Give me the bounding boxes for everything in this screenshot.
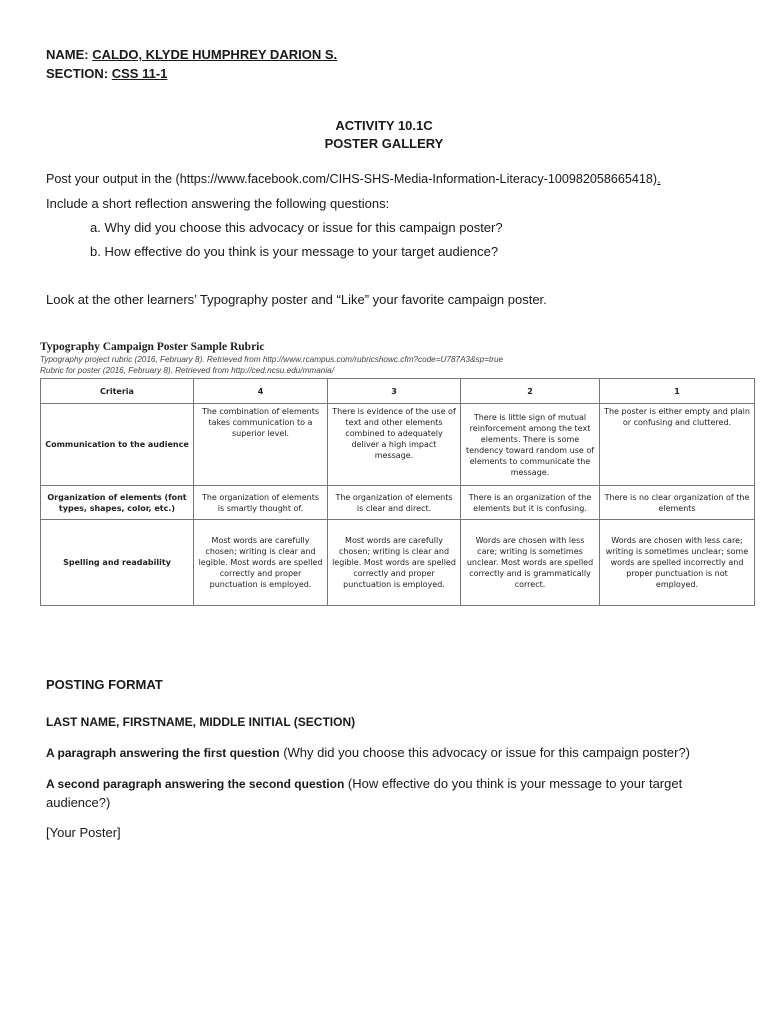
rubric-cell: There is no clear organization of the elements bbox=[600, 486, 755, 520]
rubric-cell: There is little sign of mutual reinforcement among the text elements. There is some tendency toward random use of elements to communicate the message. bbox=[461, 404, 600, 486]
section-label: SECTION: bbox=[46, 66, 109, 81]
question-a: a. Why did you choose this advocacy or issue for this campaign poster? bbox=[90, 220, 503, 235]
rubric-cell: The combination of elements takes communication to a superior level. bbox=[194, 404, 328, 486]
criteria-cell: Communication to the audience bbox=[41, 404, 194, 486]
poster-placeholder: [Your Poster] bbox=[46, 825, 121, 840]
section-value: CSS 11-1 bbox=[111, 66, 168, 81]
facebook-link[interactable]: Post your output in the (https://www.facebook.com/CIHS-SHS-Media-Information-Literacy-100982058665418) bbox=[46, 172, 658, 186]
header-score-1: 1 bbox=[600, 379, 755, 404]
header-score-2: 2 bbox=[461, 379, 600, 404]
header-score-3: 3 bbox=[328, 379, 461, 404]
table-row bbox=[41, 486, 755, 520]
rubric-header-row bbox=[41, 379, 755, 404]
rubric-cell: There is evidence of the use of text and other elements combined to adequately deliver a high impact message. bbox=[328, 404, 461, 486]
header-score-4: 4 bbox=[194, 379, 328, 404]
rubric-cell: There is an organization of the elements but it is confusing. bbox=[461, 486, 600, 520]
rubric-title: Typography Campaign Poster Sample Rubric bbox=[40, 341, 265, 353]
rubric-cell: Most words are carefully chosen; writing is clear and legible. Most words are spelled correctly and proper punctuation is employed. bbox=[194, 520, 328, 606]
rubric-cell: Most words are carefully chosen; writing is clear and legible. Most words are spelled correctly and proper punctuation is employed. bbox=[328, 520, 461, 606]
post-instruction: Post your output in the (https://www.facebook.com/CIHS-SHS-Media-Information-Literacy-100982058665418). bbox=[46, 172, 661, 186]
posting-format-heading: POSTING FORMAT bbox=[46, 677, 163, 692]
paragraph-2-continuation: audience?) bbox=[46, 795, 111, 810]
rubric-cell: The poster is either empty and plain or confusing and cluttered. bbox=[600, 404, 755, 486]
rubric-cell: Words are chosen with less care; writing is sometimes unclear; some words are spelled incorrectly and proper punctuation is not employed. bbox=[600, 520, 755, 606]
section-line bbox=[46, 66, 167, 82]
criteria-cell: Spelling and readability bbox=[41, 520, 194, 606]
rubric-citation-1: Typography project rubric (2016, February 8). Retrieved from http://www.rcampus.com/rubricshowc.cfm?code=U787A3&sp=true bbox=[40, 355, 504, 364]
look-instruction: Look at the other learners’ Typography poster and “Like” your favorite campaign poster. bbox=[46, 292, 547, 307]
header-criteria: Criteria bbox=[41, 379, 194, 404]
rubric-table bbox=[40, 378, 755, 606]
rubric-citation-2: Rubric for poster (2016, February 8). Retrieved from http://ced.ncsu.edu/mmania/ bbox=[40, 366, 334, 375]
rubric-cell: The organization of elements is clear and direct. bbox=[328, 486, 461, 520]
paragraph-2-instruction: A second paragraph answering the second question (How effective do you think is your message to your target bbox=[46, 776, 683, 791]
name-line bbox=[46, 47, 337, 63]
name-value: CALDO, KLYDE HUMPHREY DARION S. bbox=[92, 47, 338, 62]
table-row bbox=[41, 520, 755, 606]
criteria-cell: Organization of elements (font types, shapes, color, etc.) bbox=[41, 486, 194, 520]
table-row bbox=[41, 404, 755, 486]
activity-title: ACTIVITY 10.1C bbox=[335, 118, 433, 133]
question-b: b. How effective do you think is your message to your target audience? bbox=[90, 244, 499, 259]
rubric-cell: Words are chosen with less care; writing is sometimes unclear. Most words are spelled correctly and is grammatically correct. bbox=[461, 520, 600, 606]
name-format-line: LAST NAME, FIRSTNAME, MIDDLE INITIAL (SECTION) bbox=[46, 715, 356, 729]
paragraph-1-instruction: A paragraph answering the first question (Why did you choose this advocacy or issue for this campaign poster?) bbox=[46, 745, 691, 760]
include-instruction: Include a short reflection answering the following questions: bbox=[46, 196, 390, 211]
rubric-cell: The organization of elements is smartly thought of. bbox=[194, 486, 328, 520]
name-label: NAME: bbox=[46, 47, 89, 62]
activity-subtitle: POSTER GALLERY bbox=[324, 136, 444, 151]
